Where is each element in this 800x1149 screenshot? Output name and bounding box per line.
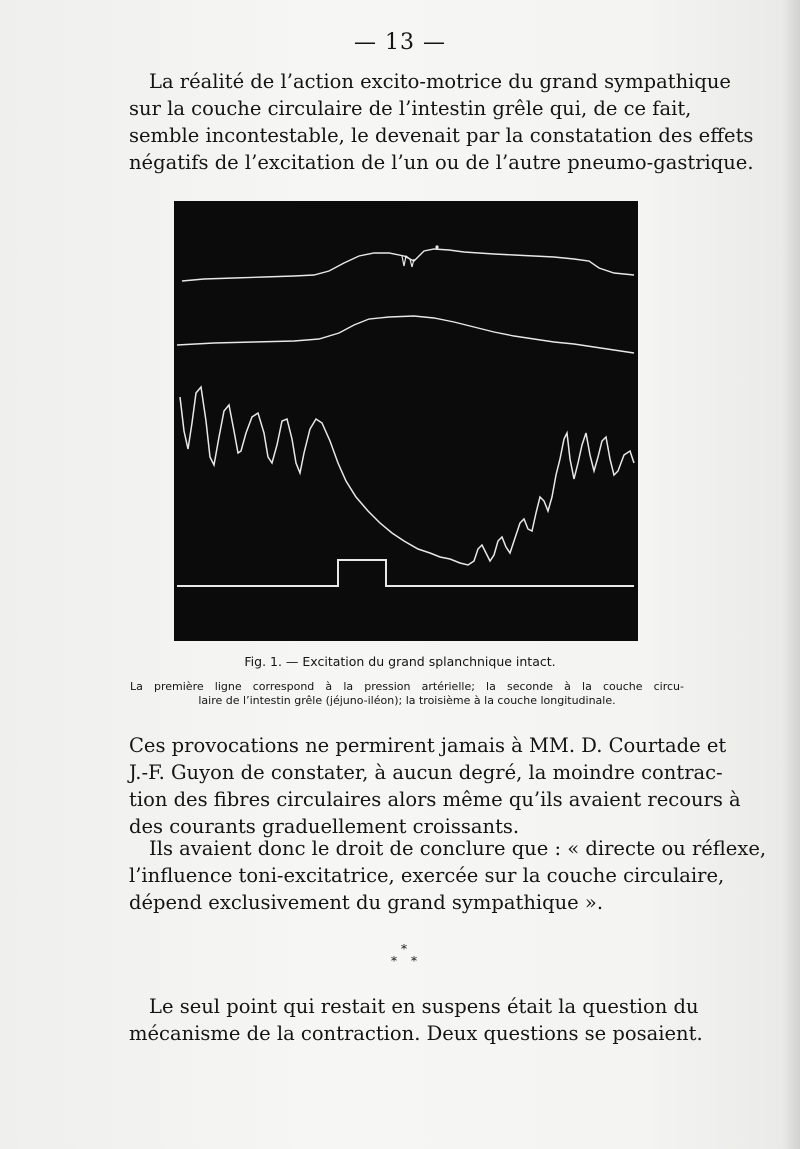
paragraph-1-line: négatifs de l’excitation de l’un ou de l’autre pneumo-gastrique. bbox=[129, 151, 754, 174]
paragraph-1-line: La réalité de l’action excito-motrice du grand sympathique bbox=[149, 70, 731, 93]
paragraph-1-line: sur la couche circulaire de l’intestin grêle qui, de ce fait, bbox=[129, 97, 692, 120]
paragraph-3-first bbox=[129, 835, 767, 862]
trace-circular-layer bbox=[177, 316, 634, 353]
paragraph-4-first bbox=[129, 993, 699, 1020]
paragraph-1-body bbox=[129, 95, 754, 176]
trace-arterial-dot bbox=[435, 245, 438, 248]
paragraph-2-line: tion des fibres circulaires alors même qu’ils avaient recours à bbox=[129, 788, 741, 811]
section-separator-asterism bbox=[385, 942, 425, 972]
paragraph-2 bbox=[129, 732, 741, 840]
figure-caption-text bbox=[130, 680, 684, 708]
paragraph-4-body bbox=[129, 1020, 703, 1047]
trace-longitudinal-layer bbox=[180, 387, 634, 565]
paragraph-3-line: Ils avaient donc le droit de conclure que : « directe ou réflexe, bbox=[149, 837, 767, 860]
paragraph-1 bbox=[129, 68, 731, 95]
paragraph-3-body bbox=[129, 862, 725, 916]
figure-caption-title: Fig. 1. — Excitation du grand splanchnique intact. bbox=[244, 654, 556, 669]
trace-arterial-pressure bbox=[182, 249, 634, 281]
paragraph-2-line: des courants graduellement croissants. bbox=[129, 815, 520, 838]
trace-stimulus-signal bbox=[177, 560, 634, 586]
separator-star: * bbox=[401, 942, 407, 956]
paragraph-2-line: J.-F. Guyon de constater, à aucun degré, la moindre contrac- bbox=[129, 761, 723, 784]
caption-line: laire de l’intestin grêle (jéjuno-iléon); la troisième à la couche longitudinale. bbox=[198, 694, 616, 707]
paragraph-3-line: l’influence toni-excitatrice, exercée sur la couche circulaire, bbox=[129, 864, 725, 887]
paragraph-1-line: semble incontestable, le devenait par la constatation des effets bbox=[129, 124, 754, 147]
separator-star: * bbox=[411, 954, 417, 968]
caption-line: La première ligne correspond à la pression artérielle; la seconde à la couche circu- bbox=[130, 680, 684, 693]
paragraph-3-line: dépend exclusivement du grand sympathique ». bbox=[129, 891, 604, 914]
separator-star: * bbox=[391, 954, 397, 968]
trace-arterial-spikes bbox=[402, 256, 414, 267]
paragraph-2-line: Ces provocations ne permirent jamais à MM. D. Courtade et bbox=[129, 734, 727, 757]
page-edge-shadow bbox=[782, 0, 800, 1149]
page-number: — 13 — bbox=[354, 30, 446, 55]
paragraph-4-line: mécanisme de la contraction. Deux questions se posaient. bbox=[129, 1022, 703, 1045]
paragraph-4-line: Le seul point qui restait en suspens était la question du bbox=[149, 995, 699, 1018]
kymograph-traces bbox=[174, 201, 638, 641]
figure-kymograph bbox=[174, 201, 638, 641]
